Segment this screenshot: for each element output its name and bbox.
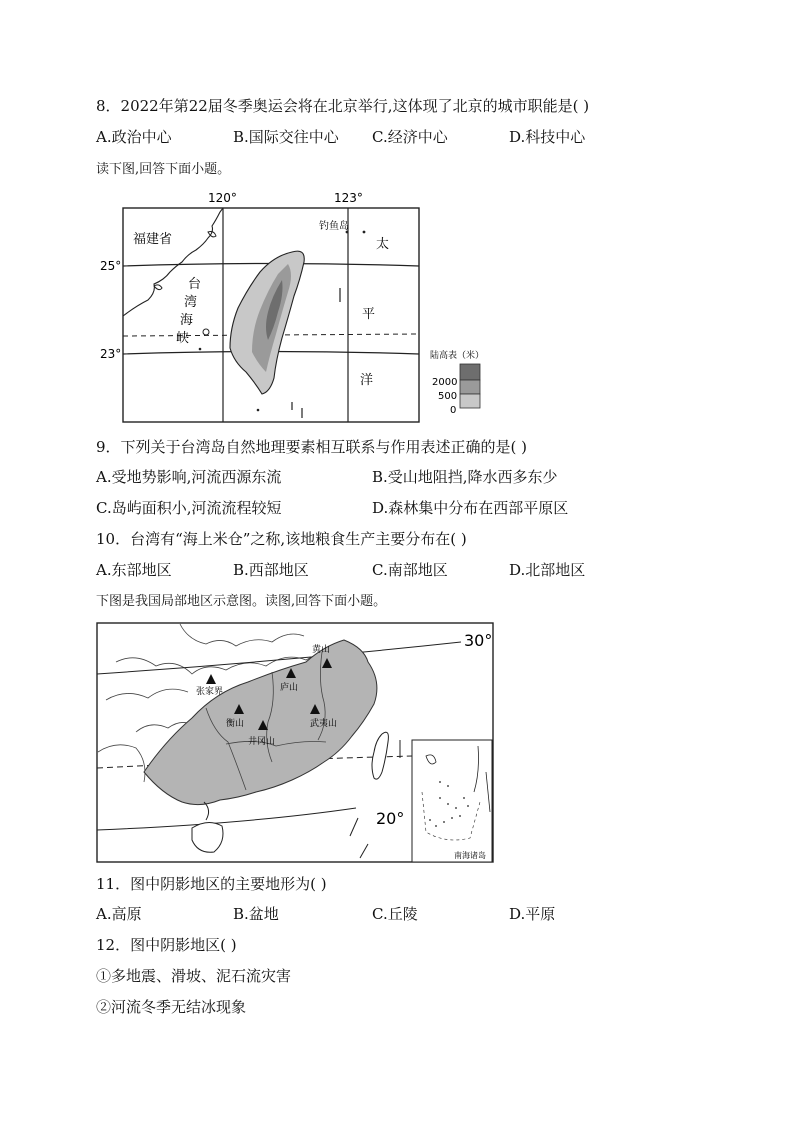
diaoyu-label: 钓鱼岛 (319, 221, 349, 232)
mountain-label-wuyishan: 武夷山 (310, 719, 338, 729)
q9-option-c[interactable]: C.岛屿面积小,河流流程较短 (96, 499, 282, 517)
strait-label-1: 台 (188, 277, 202, 292)
hainan-island (192, 822, 223, 852)
mountain-label-huangshan: 黄山 (312, 645, 331, 655)
q12-stem: 12．图中阴影地区( ) (96, 936, 237, 954)
fujian-coast (123, 208, 223, 316)
strait-label-3: 海 (180, 313, 194, 328)
q10-option-b[interactable]: B.西部地区 (233, 561, 309, 579)
q11-option-d[interactable]: D.平原 (509, 905, 556, 923)
strait-label-2: 湾 (184, 295, 198, 310)
q10-option-a[interactable]: A.东部地区 (96, 561, 172, 579)
lat-20-label: 20° (376, 809, 405, 828)
q9-option-a[interactable]: A.受地势影响,河流西源东流 (96, 468, 282, 486)
ocean-label-2: 平 (362, 307, 376, 322)
south-china-map (96, 622, 496, 864)
fujian-label: 福建省 (133, 232, 173, 247)
q8-option-b[interactable]: B.国际交往中心 (233, 128, 339, 146)
lon-123-label: 123° (334, 191, 363, 205)
lat-25-label: 25° (100, 259, 122, 273)
q12-item-1[interactable]: ①多地震、滑坡、泥石流灾害 (96, 967, 292, 985)
q11-option-a[interactable]: A.高原 (96, 905, 142, 923)
q8-option-a[interactable]: A.政治中心 (96, 128, 172, 146)
strait-label-4: 峡 (176, 331, 190, 346)
q11-option-c[interactable]: C.丘陵 (372, 905, 418, 923)
lon-120-label: 120° (208, 191, 237, 205)
intro-map1: 读下图,回答下面小题。 (96, 162, 231, 177)
taiwan-map (96, 188, 496, 424)
mountain-label-zhangjiajie: 张家界 (196, 687, 224, 697)
q8-stem: 8．2022年第22届冬季奥运会将在北京举行,这体现了北京的城市职能是( ) (96, 97, 590, 115)
q10-option-d[interactable]: D.北部地区 (509, 561, 586, 579)
q9-option-d[interactable]: D.森林集中分布在西部平原区 (372, 499, 569, 517)
q8-option-d[interactable]: D.科技中心 (509, 128, 586, 146)
inset-label: 南海诸岛 (454, 851, 486, 860)
q11-stem: 11．图中阴影地区的主要地形为( ) (96, 875, 327, 893)
ocean-label-1: 太 (376, 237, 390, 252)
q12-item-2[interactable]: ②河流冬季无结冰现象 (96, 998, 247, 1016)
mountain-label-hengshan: 衡山 (226, 719, 245, 729)
legend-title: 陆高表（米） (430, 351, 485, 361)
intro-map2: 下图是我国局部地区示意图。读图,回答下面小题。 (96, 594, 387, 609)
q10-stem: 10．台湾有“海上米仓”之称,该地粮食生产主要分布在( ) (96, 530, 467, 548)
mountain-label-jinggangshan: 井冈山 (248, 737, 276, 747)
q9-option-b[interactable]: B.受山地阻挡,降水西多东少 (372, 468, 558, 486)
south-sea-inset (412, 740, 492, 862)
lat-23-label: 23° (100, 347, 122, 361)
legend-500: 500 (438, 391, 458, 402)
q8-option-c[interactable]: C.经济中心 (372, 128, 448, 146)
q9-stem: 9．下列关于台湾岛自然地理要素相互联系与作用表述正确的是( ) (96, 438, 528, 456)
ocean-label-3: 洋 (360, 373, 374, 388)
legend-0: 0 (450, 405, 457, 416)
q11-option-b[interactable]: B.盆地 (233, 905, 279, 923)
lat-30-label: 30° (464, 631, 493, 650)
mountain-label-lushan: 庐山 (280, 683, 299, 693)
legend-2000: 2000 (432, 377, 458, 388)
q10-option-c[interactable]: C.南部地区 (372, 561, 448, 579)
